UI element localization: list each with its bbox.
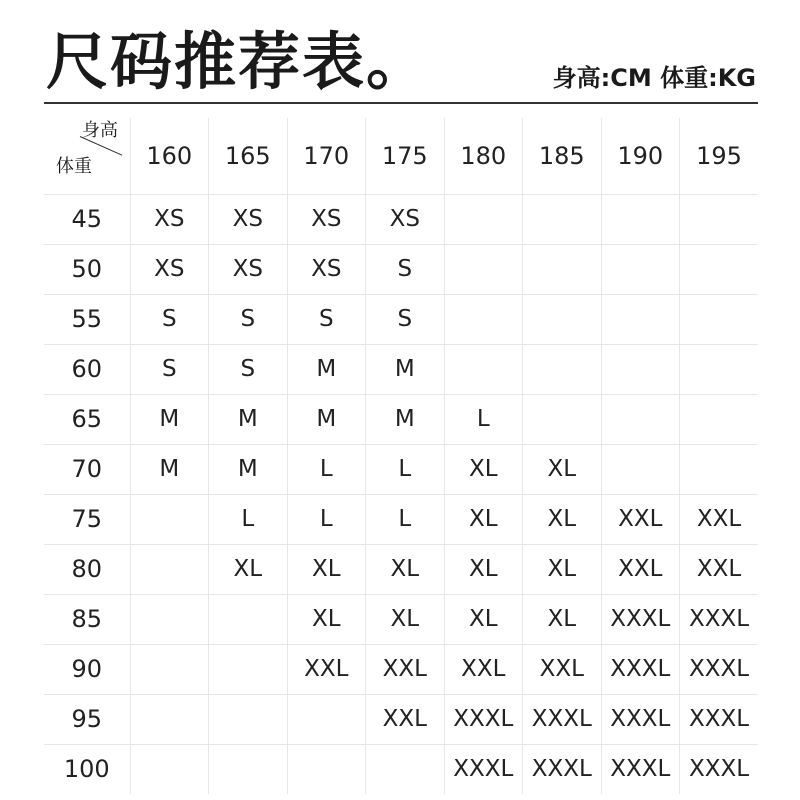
size-cell [287,694,366,744]
size-cell: XXL [444,644,523,694]
corner-weight-label: 体重 [56,156,92,177]
size-cell: XL [444,444,523,494]
weight-label: 60 [44,344,130,394]
size-cell [130,744,209,794]
size-cell: S [209,344,288,394]
size-cell [523,194,602,244]
table-row [44,194,758,244]
corner-height-label: 身高 [82,120,118,141]
height-header-170: 170 [287,118,366,194]
size-cell [680,294,759,344]
size-cell: L [287,444,366,494]
size-cell [209,744,288,794]
size-cell: XXXL [680,594,759,644]
size-cell [680,394,759,444]
corner-header-cell [44,118,130,194]
size-cell: M [209,394,288,444]
table-row [44,494,758,544]
size-cell [680,444,759,494]
weight-label: 95 [44,694,130,744]
size-cell [209,594,288,644]
height-header-row [44,118,758,194]
table-row [44,394,758,444]
weight-label: 80 [44,544,130,594]
size-cell: XXL [366,644,445,694]
size-cell [287,744,366,794]
size-cell: XXXL [601,694,680,744]
size-cell: XL [523,544,602,594]
size-cell [444,294,523,344]
size-cell [680,194,759,244]
size-cell: L [287,494,366,544]
size-cell [130,594,209,644]
size-cell: XL [287,594,366,644]
table-row [44,444,758,494]
size-cell: XS [287,194,366,244]
size-cell: XXL [523,644,602,694]
size-cell [680,244,759,294]
height-header-180: 180 [444,118,523,194]
size-cell: M [366,344,445,394]
size-cell: M [130,444,209,494]
size-cell: S [130,344,209,394]
size-cell: S [366,294,445,344]
size-cell: XL [287,544,366,594]
size-cell: XS [130,194,209,244]
table-row [44,294,758,344]
size-cell [601,194,680,244]
table-row [44,594,758,644]
size-cell: XXL [680,544,759,594]
size-cell: S [287,294,366,344]
size-cell [601,244,680,294]
height-header-185: 185 [523,118,602,194]
size-cell: M [130,394,209,444]
size-cell [523,394,602,444]
size-cell: XXXL [680,694,759,744]
size-cell [601,394,680,444]
size-cell [209,694,288,744]
size-cell [523,344,602,394]
size-cell: M [209,444,288,494]
title-divider [44,102,758,104]
size-cell [601,294,680,344]
size-cell: M [287,344,366,394]
size-cell [523,244,602,294]
size-cell: XXL [287,644,366,694]
height-header-195: 195 [680,118,759,194]
size-cell: XXXL [601,594,680,644]
table-row [44,244,758,294]
page-title: 尺码推荐表。 [46,25,431,98]
table-row [44,544,758,594]
size-cell: XS [287,244,366,294]
table-row [44,644,758,694]
weight-label: 75 [44,494,130,544]
size-cell: XL [444,594,523,644]
size-cell: XXXL [601,644,680,694]
weight-label: 90 [44,644,130,694]
size-cell [601,444,680,494]
size-cell [130,644,209,694]
size-cell: XXL [680,494,759,544]
size-cell: XS [130,244,209,294]
unit-note: 身高:CM 体重:KG [552,64,756,92]
size-cell: L [366,444,445,494]
size-cell: L [444,394,523,444]
size-cell [130,544,209,594]
size-cell: S [209,294,288,344]
table-row [44,344,758,394]
size-cell: XXXL [444,744,523,794]
size-cell: XXXL [523,744,602,794]
size-cell: XXXL [523,694,602,744]
weight-label: 70 [44,444,130,494]
size-cell: XL [444,544,523,594]
weight-label: 55 [44,294,130,344]
size-cell: XL [523,444,602,494]
size-cell: XL [209,544,288,594]
size-cell: S [130,294,209,344]
size-cell: XS [209,194,288,244]
weight-label: 85 [44,594,130,644]
size-cell: XL [444,494,523,544]
size-cell [523,294,602,344]
weight-label: 100 [44,744,130,794]
size-cell [444,194,523,244]
size-cell [680,344,759,394]
weight-label: 45 [44,194,130,244]
table-row [44,694,758,744]
size-cell: M [366,394,445,444]
size-cell [444,244,523,294]
table-row [44,744,758,794]
height-header-165: 165 [209,118,288,194]
size-cell: L [209,494,288,544]
height-header-160: 160 [130,118,209,194]
height-header-175: 175 [366,118,445,194]
size-chart-table [44,118,758,794]
height-header-190: 190 [601,118,680,194]
size-cell: XXXL [680,644,759,694]
size-cell: S [366,244,445,294]
size-cell: XS [366,194,445,244]
weight-label: 50 [44,244,130,294]
size-cell [209,644,288,694]
size-cell: XXL [601,494,680,544]
weight-label: 65 [44,394,130,444]
size-cell: XXXL [444,694,523,744]
size-cell: XXL [601,544,680,594]
size-cell: XS [209,244,288,294]
size-cell [601,344,680,394]
size-cell: XXXL [680,744,759,794]
size-cell [444,344,523,394]
size-cell [130,494,209,544]
size-cell [130,694,209,744]
size-cell: XXL [366,694,445,744]
size-cell [366,744,445,794]
size-cell: XL [523,594,602,644]
size-table-body [44,194,758,794]
size-cell: M [287,394,366,444]
size-cell: XL [523,494,602,544]
size-cell: XL [366,594,445,644]
size-cell: L [366,494,445,544]
size-cell: XL [366,544,445,594]
size-cell: XXXL [601,744,680,794]
